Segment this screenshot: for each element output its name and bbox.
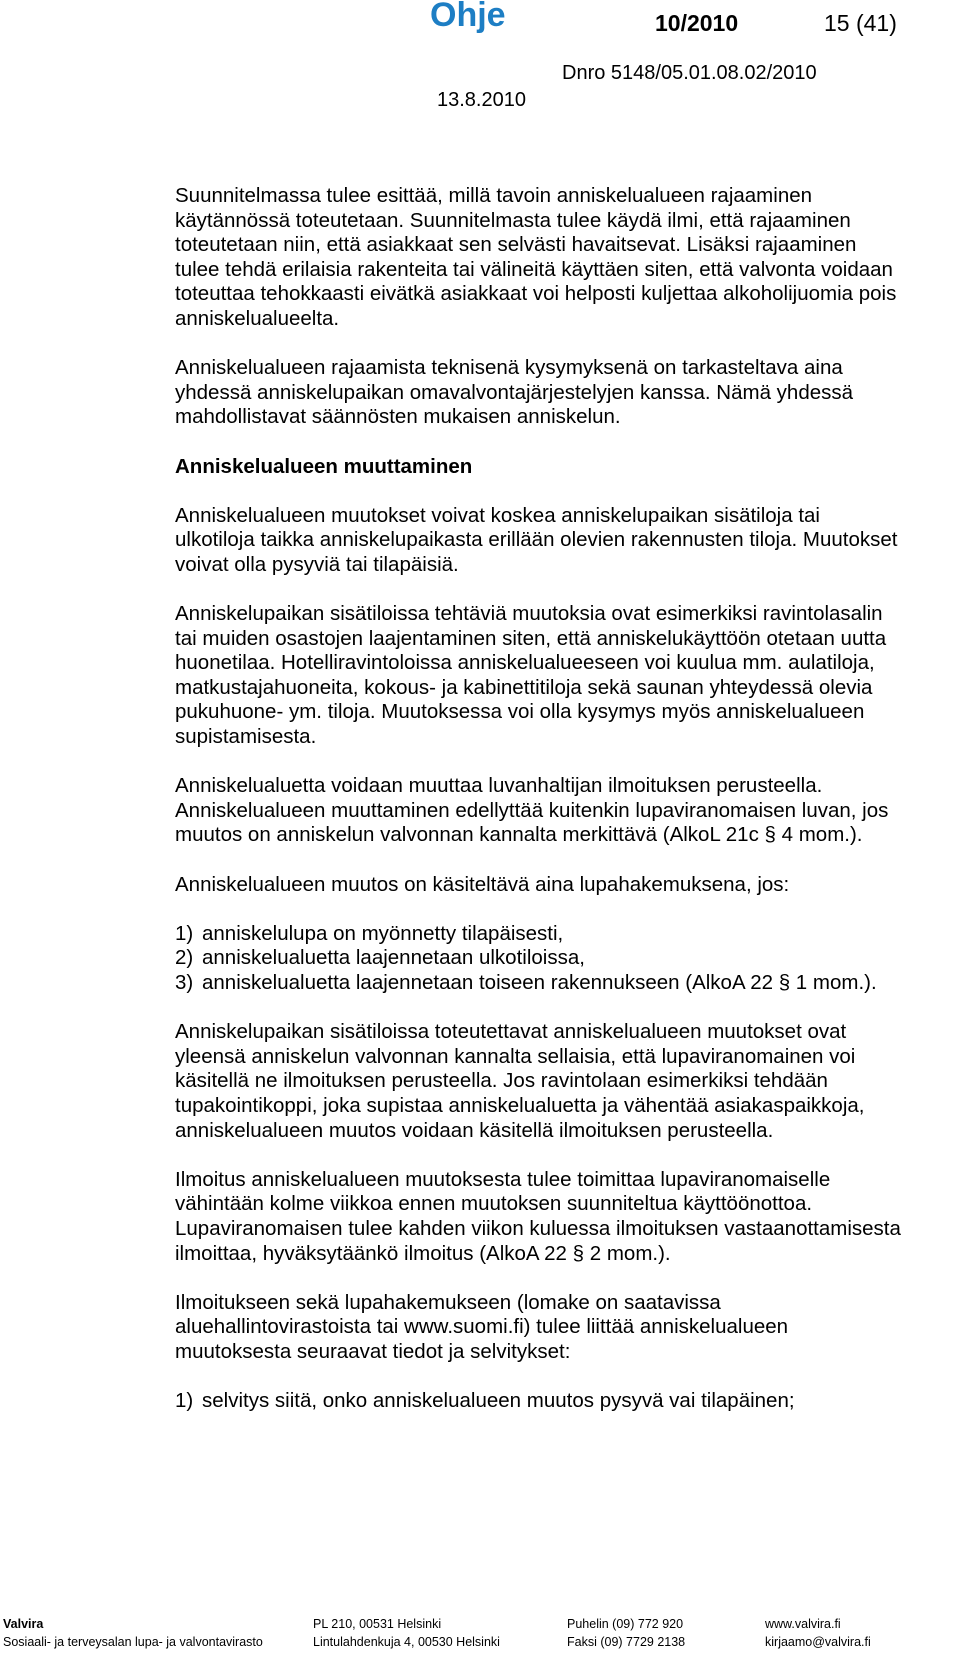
list-number: 2) (175, 946, 194, 970)
list-number: 1) (175, 921, 194, 945)
list-item-text: anniskelualuetta laajennetaan toiseen rakennukseen (AlkoA 22 § 1 mom.). (202, 971, 877, 994)
paragraph: Anniskelupaikan sisätiloissa tehtäviä muutoksia ovat esimerkiksi ravintolasalin tai muiden osastojen laajentaminen siten, että anniskelukäyttöön otetaan uutta huonetilaa. Hotelliravintoloissa anniskelualueeseen voi kuulua mm. aulatiloja, matkustajahuoneita, kokous- ja kabinettitiloja sekä saunan yhteydessä olevia pukuhuone- ym. tiloja. Muutoksessa voi olla kysymys myös anniskelualueen supistamisesta. (175, 602, 887, 749)
list-item-text: anniskelulupa on myönnetty tilapäisesti, (202, 921, 564, 945)
paragraph: Ilmoitukseen sekä lupahakemukseen (lomake on saatavissa aluehallintovirastoista tai www.suomi.fi) tulee liittää anniskelualueen muutoksesta seuraavat tiedot ja selvitykset: (175, 1290, 789, 1363)
footer-org-full: Sosiaali- ja terveysalan lupa- ja valvontavirasto (3, 1635, 263, 1649)
list-item-text: selvitys siitä, onko anniskelualueen muutos pysyvä vai tilapäinen; (202, 1389, 795, 1413)
list-item (175, 922, 905, 947)
paragraph: Anniskelualuetta voidaan muuttaa luvanhaltijan ilmoituksen perusteella. Anniskelualueen muuttaminen edellyttää kuitenkin lupaviranomaisen luvan, jos muutos on anniskelun valvonnan kannalta merkittävä (AlkoL 21c § 4 mom.). (175, 774, 889, 847)
paragraph: Anniskelualueen rajaamista teknisenä kysymyksenä on tarkasteltava aina yhdessä anniskelupaikan omavalvontajärjestelyjen kanssa. Nämä yhdessä mahdollistavat säännösten mukaisen anniskelun. (175, 356, 854, 429)
list-number: 1) (175, 1389, 194, 1413)
list-item (175, 946, 905, 971)
page-number: 15 (41) (824, 10, 897, 36)
numbered-list (175, 922, 905, 996)
paragraph: Anniskelualueen muutos on käsiteltävä aina lupahakemuksena, jos: (175, 872, 790, 896)
page-footer (0, 1615, 960, 1651)
footer-phone: Puhelin (09) 772 920 (567, 1617, 684, 1631)
footer-fax: Faksi (09) 7729 2138 (567, 1635, 686, 1649)
footer-org: Valvira (3, 1617, 44, 1631)
list-number: 3) (175, 971, 194, 994)
record-number: Dnro 5148/05.01.08.02/2010 (562, 62, 817, 84)
paragraph: Anniskelupaikan sisätiloissa toteutettavat anniskelualueen muutokset ovat yleensä anniskelun valvonnan kannalta sellaisia, että lupaviranomainen voi käsitellä ne ilmoituksen perusteella. Jos ravintolaan esimerkiksi tehdään tupakointikoppi, joka supistaa anniskelualuetta ja vähentää asiakaspaikkoja, anniskelualueen muutos voidaan käsitellä ilmoituksen perusteella. (175, 1020, 865, 1142)
document-body (175, 184, 905, 1414)
list-item (175, 1389, 905, 1414)
document-type-title: Ohje (430, 0, 506, 34)
numbered-list (175, 1389, 905, 1414)
document-number: 10/2010 (655, 10, 739, 36)
footer-web-link[interactable]: www.valvira.fi (765, 1617, 841, 1631)
document-date: 13.8.2010 (437, 89, 526, 111)
paragraph: Ilmoitus anniskelualueen muutoksesta tulee toimittaa lupaviranomaiselle vähintään kolme viikkoa ennen muutoksen suunniteltua käyttöönottoa. Lupaviranomaisen tulee kahden viikon kuluessa ilmoituksen vastaanottamisesta ilmoittaa, hyväksytäänkö ilmoitus (AlkoA 22 § 2 mom.). (175, 1167, 901, 1265)
section-heading: Anniskelualueen muuttaminen (175, 454, 473, 478)
footer-street: Lintulahdenkuja 4, 00530 Helsinki (313, 1635, 500, 1649)
footer-po-box: PL 210, 00531 Helsinki (313, 1617, 442, 1631)
paragraph: Anniskelualueen muutokset voivat koskea anniskelupaikan sisätiloja tai ulkotiloja taikka anniskelupaikasta erillään olevien rakennusten tiloja. Muutokset voivat olla pysyviä tai tilapäisiä. (175, 503, 898, 576)
list-item-text: anniskelualuetta laajennetaan ulkotiloissa, (202, 946, 585, 970)
footer-email-link[interactable]: kirjaamo@valvira.fi (765, 1635, 871, 1649)
list-item (175, 971, 905, 996)
paragraph: Suunnitelmassa tulee esittää, millä tavoin anniskelualueen rajaaminen käytännössä toteutetaan. Suunnitelmasta tulee käydä ilmi, että rajaaminen toteutetaan niin, että asiakkaat sen selvästi havaitsevat. Lisäksi rajaaminen tulee tehdä erilaisia rakenteita tai välineitä käyttäen siten, että valvonta voidaan toteuttaa tehokkaasti eivätkä asiakkaat voi helposti kuljettaa alkoholijuomia pois anniskelualueelta. (175, 184, 897, 330)
